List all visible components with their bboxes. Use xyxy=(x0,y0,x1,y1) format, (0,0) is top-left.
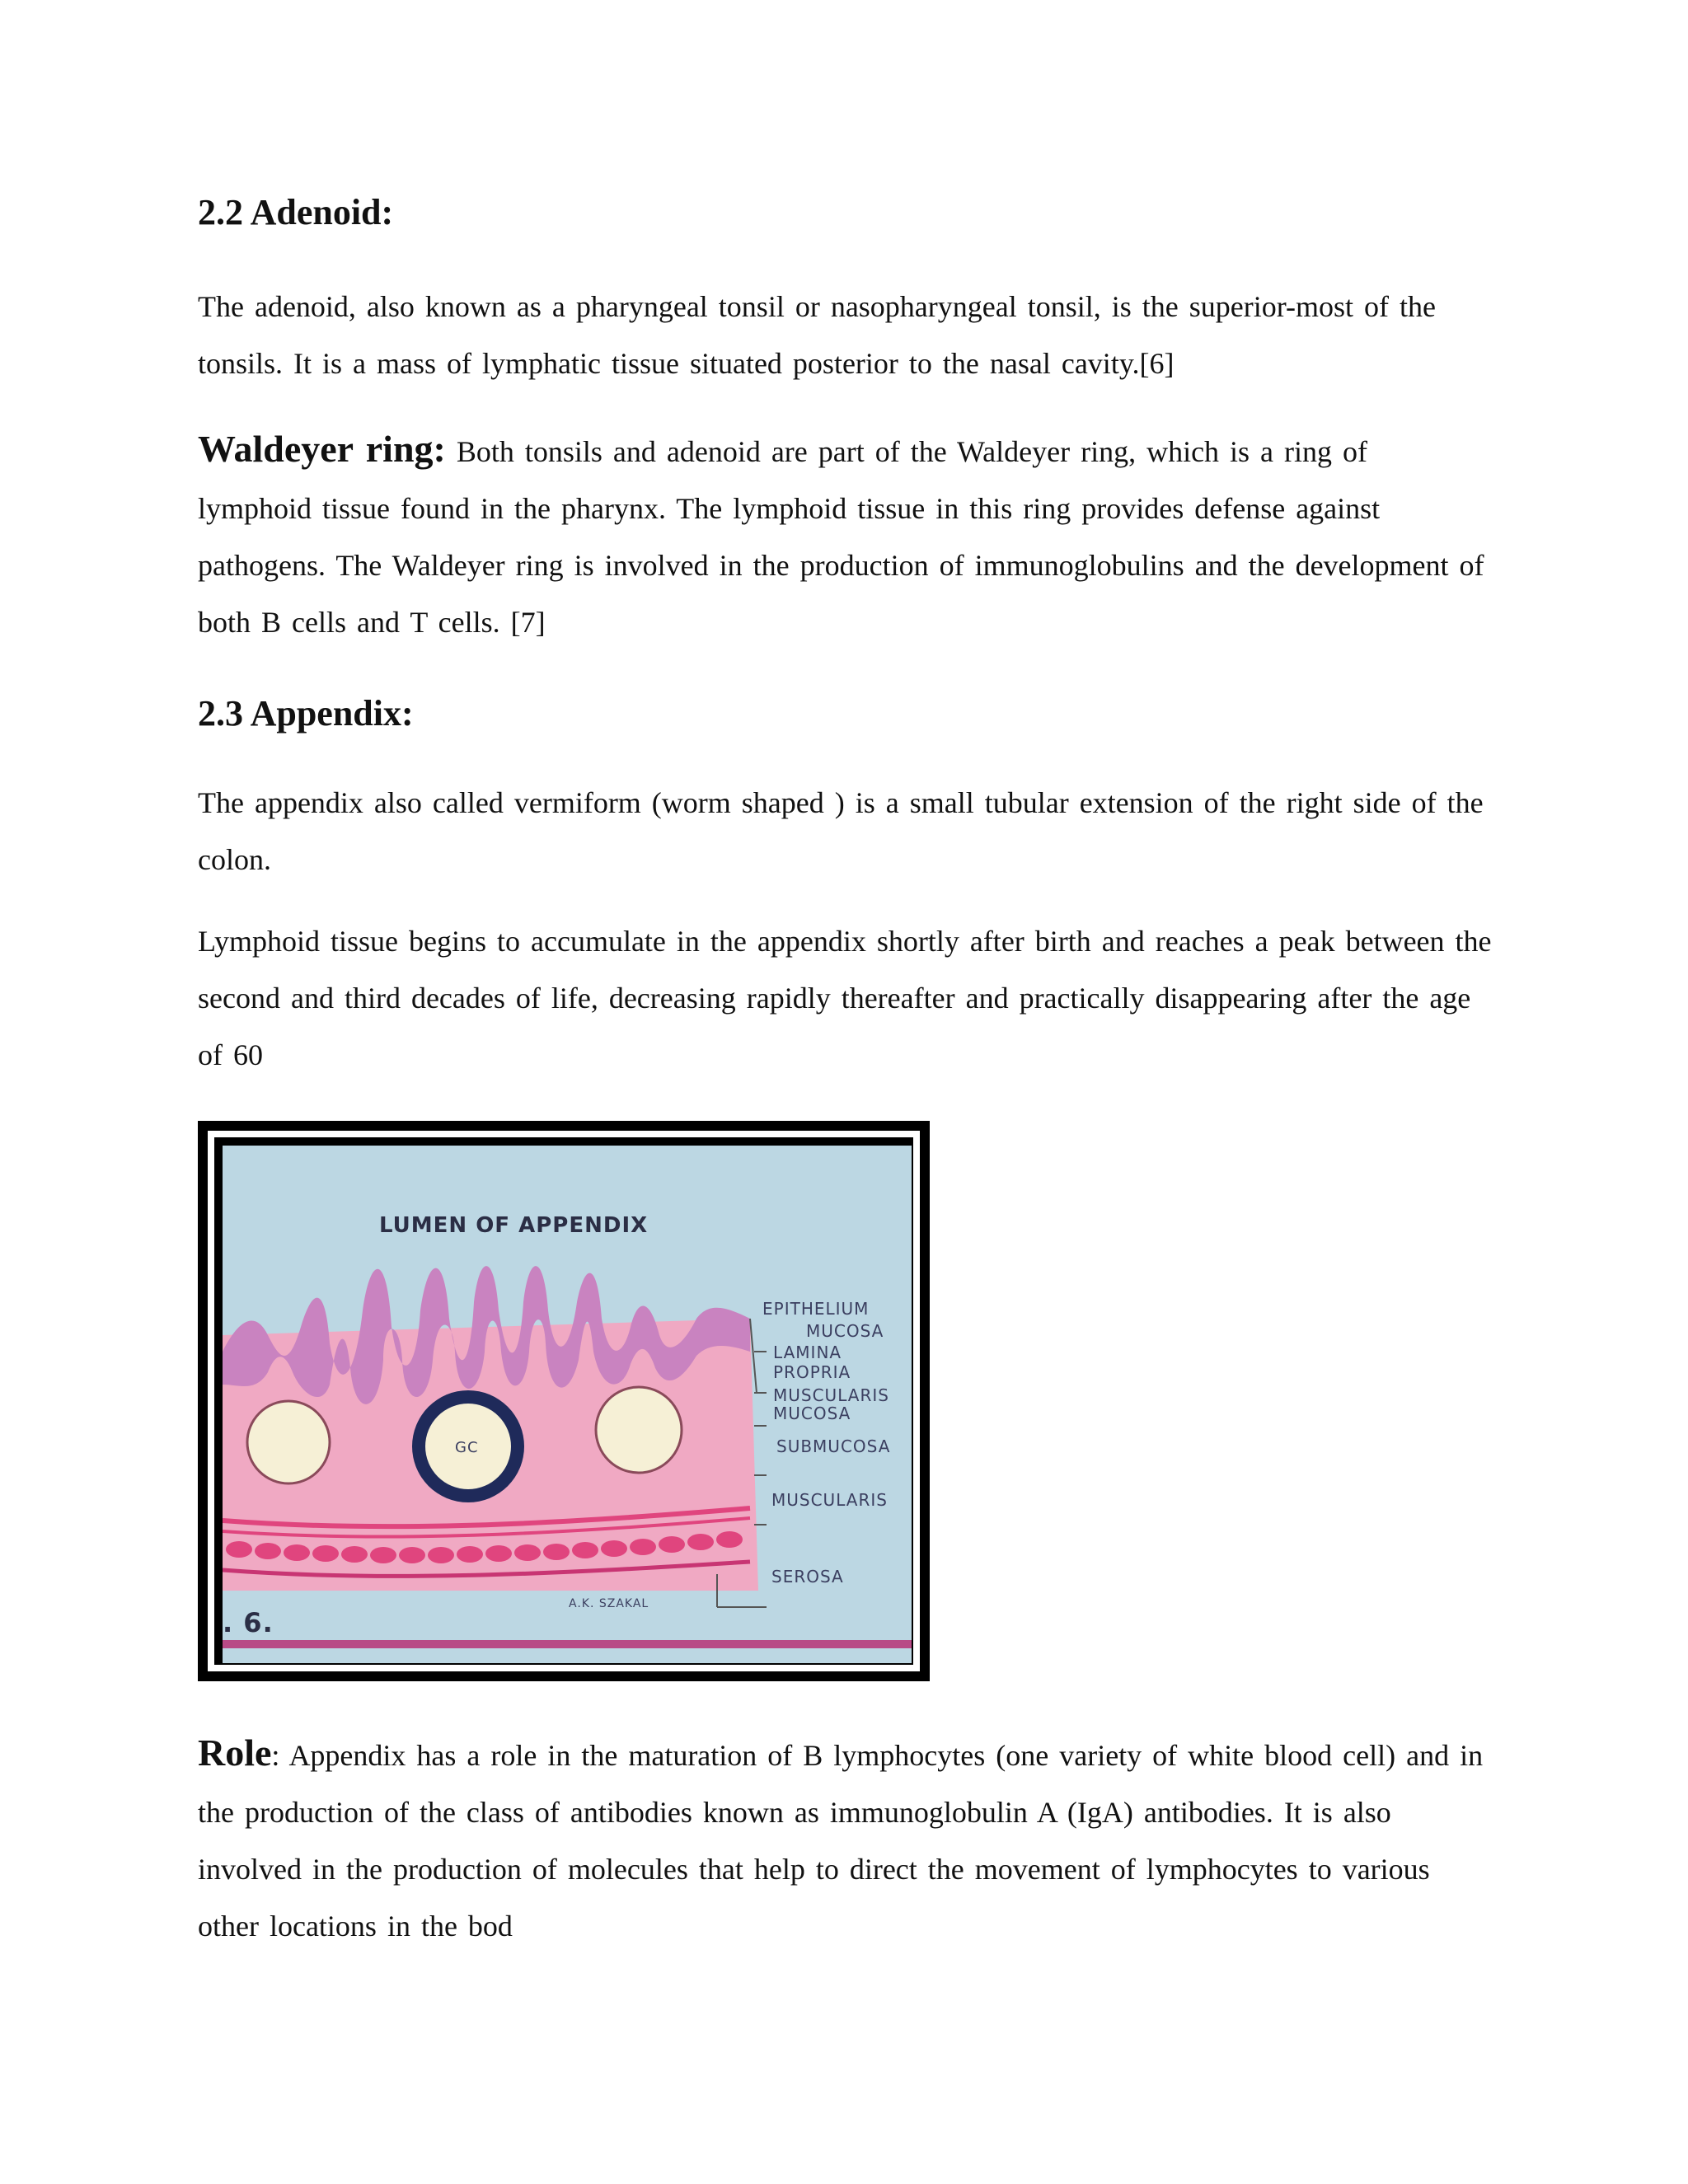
label-mucosa: MUCOSA xyxy=(806,1321,884,1341)
gc-label: GC xyxy=(455,1439,479,1456)
appendix-paragraph-2: Lymphoid tissue begins to accumulate in the appendix shortly after birth and reaches a peak between the second and third decades of life, decreasing rapidly thereafter and practically disappearing after the age of 60 xyxy=(198,925,1492,1071)
role-lead: Role xyxy=(198,1732,272,1774)
figure-number: . 6. xyxy=(223,1607,274,1638)
author-label: A.K. SZAKAL xyxy=(569,1597,649,1610)
label-epithelium: EPITHELIUM xyxy=(762,1299,870,1319)
adenoid-paragraph: The adenoid, also known as a pharyngeal tonsil or nasopharyngeal tonsil, is the superior-most of the tonsils. It is a mass of lymphatic tissue situated posterior to the nasal cavity.[6] xyxy=(198,290,1436,380)
appendix-heading: 2.3 Appendix: xyxy=(198,693,414,733)
role-text: : Appendix has a role in the maturation of B lymphocytes (one variety of white blood cell) and in the production of the class of antibodies known as immunoglobulin A (IgA) antibodies. It is also involved in the production of molecules that help to direct the movement of lymphocytes to various other locations in the bod xyxy=(198,1739,1484,1943)
diagram-title: LUMEN OF APPENDIX xyxy=(379,1213,649,1238)
waldeyer-lead: Waldeyer ring: xyxy=(198,428,446,470)
label-muscularis-mucosa-1: MUSCULARIS xyxy=(773,1385,889,1405)
appendix-paragraph-1: The appendix also called vermiform (worm shaped ) is a small tubular extension of the right side of the colon. xyxy=(198,786,1484,876)
appendix-figure xyxy=(198,1121,930,1681)
waldeyer-paragraph xyxy=(198,420,1492,651)
waldeyer-text: Both tonsils and adenoid are part of the Waldeyer ring, which is a ring of lymphoid tissue found in the pharynx. The lymphoid tissue in this ring provides defense against pathogens. The Waldeyer ring is involved in the production of immunoglobulins and the development of both B cells and T cells. [7] xyxy=(198,435,1484,639)
label-submucosa: SUBMUCOSA xyxy=(776,1436,891,1456)
label-lamina: LAMINA xyxy=(773,1343,842,1362)
label-muscularis: MUSCULARIS xyxy=(771,1490,888,1510)
label-propria: PROPRIA xyxy=(773,1362,851,1382)
appendix-diagram xyxy=(223,1146,912,1663)
role-paragraph xyxy=(198,1724,1492,1955)
label-muscularis-mucosa-2: MUCOSA xyxy=(773,1404,851,1423)
label-serosa: SEROSA xyxy=(771,1567,844,1586)
adenoid-heading: 2.2 Adenoid: xyxy=(198,192,394,232)
